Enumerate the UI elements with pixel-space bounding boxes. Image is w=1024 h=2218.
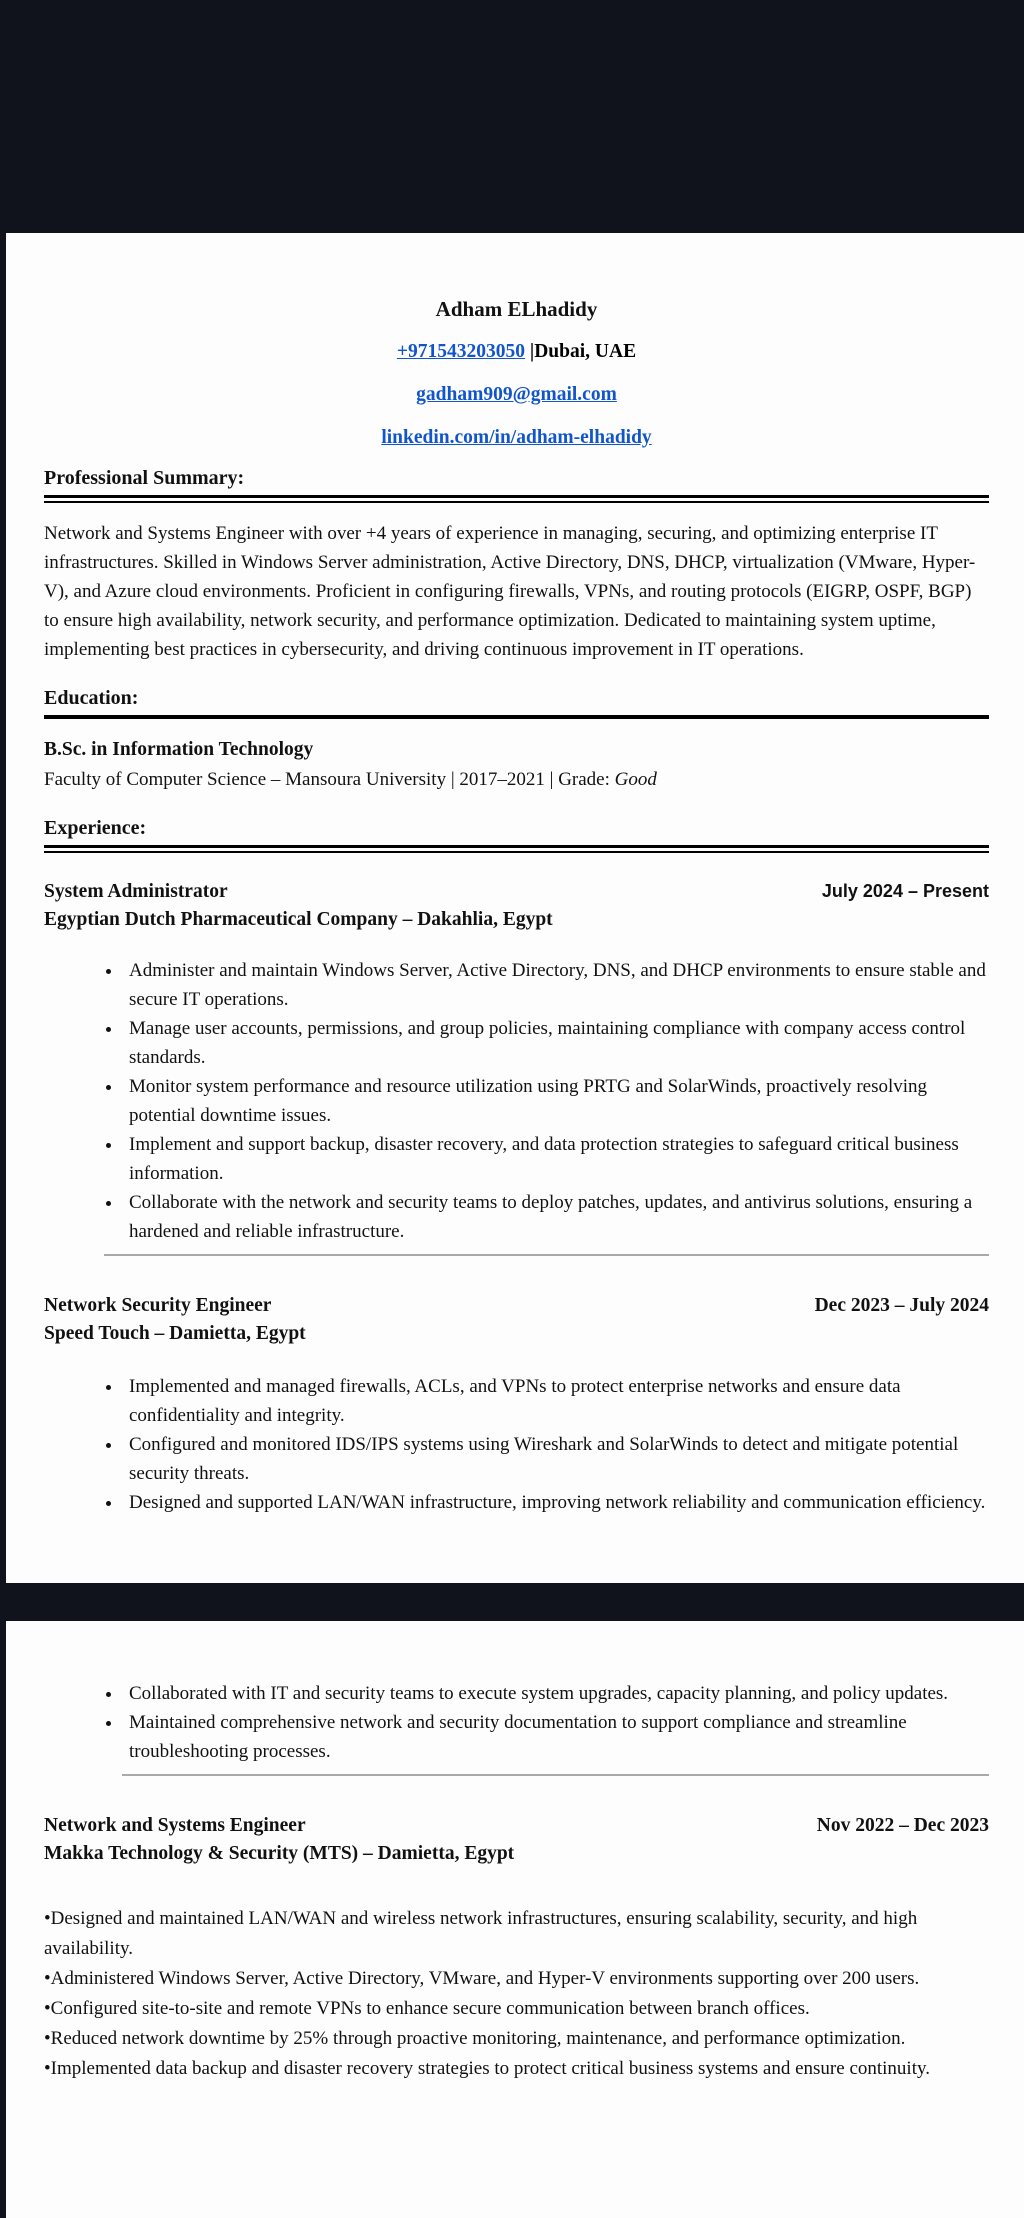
linkedin-link[interactable]: linkedin.com/in/adham-elhadidy	[381, 427, 652, 448]
job2-bullet-list-continued	[44, 1679, 989, 1766]
job2-bullet: • Maintained comprehensive network and security documentation to support compliance and streamline troubleshooting processes.	[123, 1708, 989, 1766]
job3-title: Network and Systems Engineer	[44, 1815, 306, 1836]
job1-bullet: • Implement and support backup, disaster recovery, and data protection strategies to safeguard critical business information.	[123, 1130, 989, 1188]
job3-bullet: • Administered Windows Server, Active Directory, VMware, and Hyper-V environments supporting over 200 users.	[44, 1964, 989, 1994]
resume-page-2	[6, 1621, 1024, 2218]
job1-date: July 2024 – Present	[821, 881, 989, 901]
job3-date: Nov 2022 – Dec 2023	[816, 1815, 989, 1836]
linkedin-line	[44, 426, 989, 450]
job2-bullet: • Collaborated with IT and security teams to execute system upgrades, capacity planning, and policy updates.	[123, 1679, 989, 1708]
job1-header	[44, 877, 989, 906]
job2-header	[44, 1292, 989, 1320]
job1-bullet: • Manage user accounts, permissions, and group policies, maintaining compliance with company access control standards.	[123, 1014, 989, 1072]
job3-bullet: • Configured site-to-site and remote VPNs to enhance secure communication between branch offices.	[44, 1994, 989, 2024]
email-link[interactable]: gadham909@gmail.com	[416, 384, 617, 405]
job1-bullet: • Monitor system performance and resource utilization using PRTG and SolarWinds, proactively resolving potential downtime issues.	[123, 1072, 989, 1130]
education-degree: B.Sc. in Information Technology	[44, 739, 314, 760]
phone-location-line	[44, 340, 989, 364]
job2-bullet: • Designed and supported LAN/WAN infrastructure, improving network reliability and communication efficiency.	[123, 1488, 989, 1517]
experience-heading: Experience:	[44, 817, 147, 839]
job1-bullet: • Administer and maintain Windows Server, Active Directory, DNS, and DHCP environments to ensure stable and secure IT operations.	[123, 956, 989, 1014]
job2-date: Dec 2023 – July 2024	[814, 1295, 989, 1316]
job2-title: Network Security Engineer	[44, 1295, 272, 1316]
candidate-name: Adham ELhadidy	[435, 297, 598, 321]
job2-bullet: • Implemented and managed firewalls, ACLs, and VPNs to protect enterprise networks and ensure data confidentiality and integrity.	[123, 1372, 989, 1430]
job3-bullet-list	[44, 1904, 989, 2084]
education-details	[44, 765, 989, 794]
location-text: |Dubai, UAE	[529, 341, 637, 362]
job3-bullet: • Reduced network downtime by 25% through proactive monitoring, maintenance, and performance optimization.	[44, 2024, 989, 2054]
experience-heading-rule	[44, 845, 989, 853]
education-grade: Good	[614, 769, 657, 790]
job3-bullet: • Implemented data backup and disaster recovery strategies to protect critical business systems and ensure continuity.	[44, 2054, 989, 2084]
summary-paragraph: Network and Systems Engineer with over +4 years of experience in managing, securing, and optimizing enterprise IT infrastructures. Skilled in Windows Server administration, Active Directory, DNS, DHCP, virtualization (VMware, Hyper-V), and Azure cloud environments. Proficient in configuring firewalls, VPNs, and routing protocols (EIGRP, OSPF, BGP) to ensure high availability, network security, and performance optimization. Dedicated to maintaining system uptime, implementing best practices in cybersecurity, and driving continuous improvement in IT operations.	[44, 523, 976, 660]
job2-company: Speed Touch – Damietta, Egypt	[44, 1323, 306, 1344]
education-details-text: Faculty of Computer Science – Mansoura University | 2017–2021 | Grade:	[44, 769, 615, 790]
education-heading: Education:	[44, 687, 139, 709]
job3-company: Makka Technology & Security (MTS) – Damietta, Egypt	[44, 1843, 515, 1864]
resume-header	[44, 233, 989, 450]
job3-bullet: • Designed and maintained LAN/WAN and wireless network infrastructures, ensuring scalability, security, and high availability.	[44, 1904, 989, 1964]
job1-bullet: • Collaborate with the network and security teams to deploy patches, updates, and antivirus solutions, ensuring a hardened and reliable infrastructure.	[123, 1188, 989, 1246]
job1-title: System Administrator	[44, 881, 228, 902]
job3-header	[44, 1812, 989, 1840]
email-line	[44, 383, 989, 407]
job2-bullet-list	[44, 1372, 989, 1517]
job2-bullet: • Configured and monitored IDS/IPS systems using Wireshark and SolarWinds to detect and mitigate potential security threats.	[123, 1430, 989, 1488]
summary-heading: Professional Summary:	[44, 467, 245, 489]
resume-page-1	[6, 233, 1024, 1583]
job-divider	[104, 1254, 989, 1256]
summary-heading-rule	[44, 495, 989, 503]
job-divider	[122, 1774, 989, 1776]
education-heading-rule	[44, 715, 989, 719]
phone-link[interactable]: +971543203050	[396, 341, 526, 362]
job1-bullet-list	[44, 956, 989, 1246]
job1-company: Egyptian Dutch Pharmaceutical Company – Dakahlia, Egypt	[44, 909, 553, 930]
